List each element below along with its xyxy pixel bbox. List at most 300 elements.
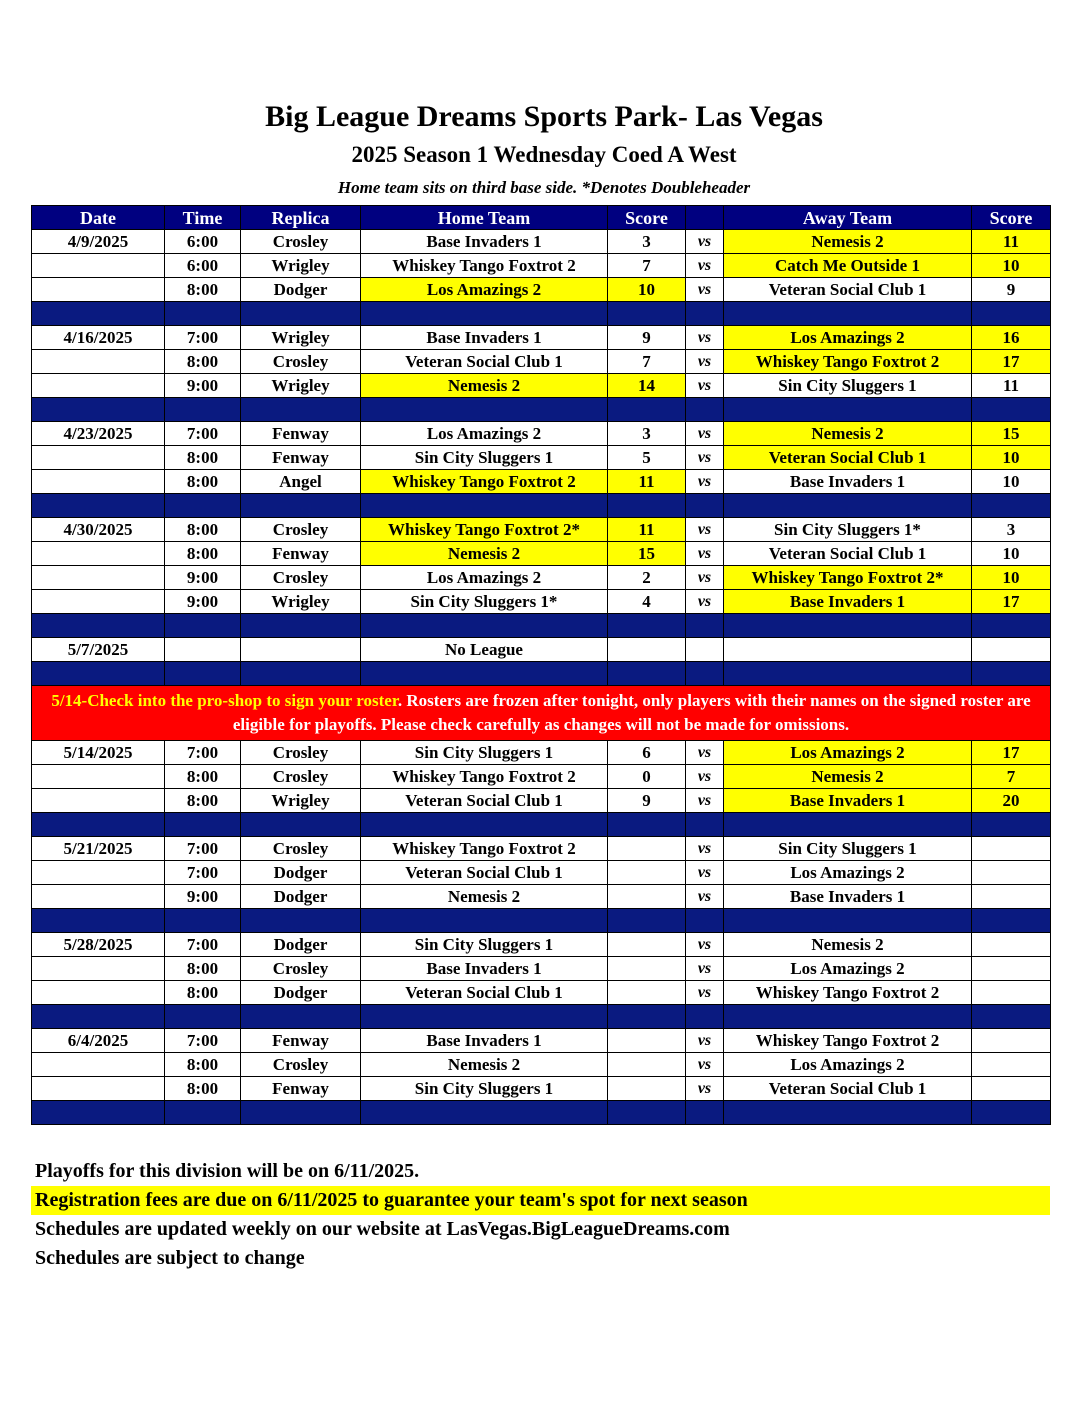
away-team: Nemesis 2 [724, 230, 972, 254]
separator-cell [32, 614, 165, 638]
game-date [32, 254, 165, 278]
field-name: Dodger [241, 933, 361, 957]
vs-label: vs [686, 470, 724, 494]
home-score: 10 [608, 278, 686, 302]
separator-cell [686, 662, 724, 686]
game-row [32, 350, 1051, 374]
game-time: 8:00 [165, 542, 241, 566]
away-team: Base Invaders 1 [724, 885, 972, 909]
vs-label: vs [686, 566, 724, 590]
game-time: 8:00 [165, 518, 241, 542]
game-date [32, 789, 165, 813]
game-time: 7:00 [165, 861, 241, 885]
week-separator-row [32, 398, 1051, 422]
away-score: 10 [972, 542, 1051, 566]
away-score [972, 837, 1051, 861]
away-score [972, 1077, 1051, 1101]
change-note: Schedules are subject to change [35, 1247, 305, 1269]
home-team: Sin City Sluggers 1* [361, 590, 608, 614]
field-name: Crosley [241, 765, 361, 789]
col-home-score-header: Score [608, 206, 686, 230]
notice-text: . Rosters are frozen after tonight, only players with their names on the signed roster are eligible for playoffs. Please check carefully as changes will not be made for omissions. [232, 691, 1031, 734]
home-team: Nemesis 2 [361, 542, 608, 566]
game-row [32, 885, 1051, 909]
field-name: Fenway [241, 422, 361, 446]
game-row [32, 1053, 1051, 1077]
home-team: Whiskey Tango Foxtrot 2 [361, 837, 608, 861]
separator-cell [608, 614, 686, 638]
home-score: 2 [608, 566, 686, 590]
away-team: Catch Me Outside 1 [724, 254, 972, 278]
separator-cell [608, 813, 686, 837]
game-row [32, 566, 1051, 590]
away-team: Sin City Sluggers 1 [724, 374, 972, 398]
separator-cell [724, 302, 972, 326]
separator-cell [972, 494, 1051, 518]
away-score [972, 957, 1051, 981]
home-score [608, 1029, 686, 1053]
game-row [32, 1077, 1051, 1101]
game-row [32, 861, 1051, 885]
away-score: 11 [972, 230, 1051, 254]
vs-label [686, 638, 724, 662]
away-team: Veteran Social Club 1 [724, 1077, 972, 1101]
separator-cell [165, 1101, 241, 1125]
separator-cell [165, 1005, 241, 1029]
week-separator-row [32, 302, 1051, 326]
away-score [972, 885, 1051, 909]
game-date: 5/28/2025 [32, 933, 165, 957]
game-time: 7:00 [165, 422, 241, 446]
game-row [32, 518, 1051, 542]
separator-cell [241, 1005, 361, 1029]
game-time: 7:00 [165, 837, 241, 861]
game-row [32, 933, 1051, 957]
away-score [972, 1029, 1051, 1053]
week-separator-row [32, 662, 1051, 686]
week-separator-row [32, 909, 1051, 933]
separator-cell [241, 494, 361, 518]
game-date [32, 374, 165, 398]
separator-cell [165, 662, 241, 686]
schedule-table [31, 205, 1051, 1125]
vs-label: vs [686, 254, 724, 278]
away-score: 10 [972, 470, 1051, 494]
separator-cell [608, 302, 686, 326]
away-score: 7 [972, 765, 1051, 789]
home-score [608, 1077, 686, 1101]
col-home-team-header: Home Team [361, 206, 608, 230]
home-score [608, 981, 686, 1005]
field-name [241, 638, 361, 662]
away-score: 3 [972, 518, 1051, 542]
separator-cell [32, 1005, 165, 1029]
home-score [608, 1053, 686, 1077]
game-date [32, 885, 165, 909]
home-team: Los Amazings 2 [361, 566, 608, 590]
field-name: Dodger [241, 981, 361, 1005]
separator-cell [361, 1101, 608, 1125]
separator-cell [165, 813, 241, 837]
separator-cell [972, 398, 1051, 422]
separator-cell [972, 1005, 1051, 1029]
home-score [608, 957, 686, 981]
home-team: Sin City Sluggers 1 [361, 446, 608, 470]
separator-cell [686, 909, 724, 933]
vs-label: vs [686, 374, 724, 398]
away-team: Veteran Social Club 1 [724, 446, 972, 470]
game-time: 6:00 [165, 230, 241, 254]
separator-cell [241, 1101, 361, 1125]
separator-cell [241, 909, 361, 933]
separator-cell [972, 1101, 1051, 1125]
away-score: 17 [972, 741, 1051, 765]
separator-cell [686, 614, 724, 638]
game-date [32, 590, 165, 614]
game-row [32, 638, 1051, 662]
away-team: Veteran Social Club 1 [724, 278, 972, 302]
away-score [972, 1053, 1051, 1077]
website-note: Schedules are updated weekly on our website at LasVegas.BigLeagueDreams.com [35, 1218, 730, 1240]
home-score: 0 [608, 765, 686, 789]
home-team: Los Amazings 2 [361, 278, 608, 302]
separator-cell [241, 398, 361, 422]
home-score: 3 [608, 422, 686, 446]
field-name: Angel [241, 470, 361, 494]
separator-cell [686, 813, 724, 837]
away-team: Los Amazings 2 [724, 326, 972, 350]
away-team: Veteran Social Club 1 [724, 542, 972, 566]
game-row [32, 789, 1051, 813]
separator-cell [608, 1005, 686, 1029]
field-name: Crosley [241, 350, 361, 374]
separator-cell [361, 398, 608, 422]
field-name: Fenway [241, 446, 361, 470]
separator-cell [608, 1101, 686, 1125]
playoffs-note: Playoffs for this division will be on 6/11/2025. [35, 1160, 420, 1182]
separator-cell [165, 494, 241, 518]
field-name: Wrigley [241, 374, 361, 398]
home-team: No League [361, 638, 608, 662]
game-row [32, 765, 1051, 789]
away-score [972, 861, 1051, 885]
away-score: 20 [972, 789, 1051, 813]
week-separator-row [32, 614, 1051, 638]
separator-cell [32, 1101, 165, 1125]
vs-label: vs [686, 1029, 724, 1053]
field-name: Crosley [241, 518, 361, 542]
field-name: Fenway [241, 542, 361, 566]
game-time: 7:00 [165, 326, 241, 350]
home-team: Base Invaders 1 [361, 230, 608, 254]
home-score: 14 [608, 374, 686, 398]
col-away-team-header: Away Team [724, 206, 972, 230]
field-name: Crosley [241, 837, 361, 861]
away-team: Nemesis 2 [724, 422, 972, 446]
home-score: 7 [608, 254, 686, 278]
game-row [32, 422, 1051, 446]
away-score: 10 [972, 566, 1051, 590]
field-name: Wrigley [241, 326, 361, 350]
game-date [32, 861, 165, 885]
separator-cell [165, 909, 241, 933]
game-row [32, 446, 1051, 470]
home-score [608, 933, 686, 957]
separator-cell [686, 1101, 724, 1125]
game-row [32, 957, 1051, 981]
home-score [608, 638, 686, 662]
game-time: 9:00 [165, 566, 241, 590]
home-score: 5 [608, 446, 686, 470]
game-time: 8:00 [165, 350, 241, 374]
vs-label: vs [686, 981, 724, 1005]
home-team: Veteran Social Club 1 [361, 981, 608, 1005]
away-score: 10 [972, 446, 1051, 470]
game-date [32, 350, 165, 374]
game-time: 9:00 [165, 885, 241, 909]
away-team: Whiskey Tango Foxtrot 2* [724, 566, 972, 590]
game-row [32, 230, 1051, 254]
field-name: Wrigley [241, 789, 361, 813]
away-score: 17 [972, 590, 1051, 614]
game-row [32, 326, 1051, 350]
schedule-note: Home team sits on third base side. *Denotes Doubleheader [337, 178, 751, 197]
game-row [32, 981, 1051, 1005]
separator-cell [724, 909, 972, 933]
field-name: Crosley [241, 1053, 361, 1077]
field-name: Dodger [241, 861, 361, 885]
week-separator-row [32, 494, 1051, 518]
vs-label: vs [686, 789, 724, 813]
game-time: 7:00 [165, 741, 241, 765]
game-time [165, 638, 241, 662]
away-team [724, 638, 972, 662]
home-score: 4 [608, 590, 686, 614]
game-time: 9:00 [165, 590, 241, 614]
col-date-header: Date [32, 206, 165, 230]
separator-cell [724, 1005, 972, 1029]
vs-label: vs [686, 885, 724, 909]
home-team: Los Amazings 2 [361, 422, 608, 446]
game-time: 8:00 [165, 278, 241, 302]
separator-cell [32, 813, 165, 837]
away-score [972, 981, 1051, 1005]
separator-cell [724, 614, 972, 638]
game-time: 8:00 [165, 1077, 241, 1101]
field-name: Dodger [241, 278, 361, 302]
away-score: 11 [972, 374, 1051, 398]
field-name: Dodger [241, 885, 361, 909]
game-row [32, 278, 1051, 302]
vs-label: vs [686, 1053, 724, 1077]
home-score: 6 [608, 741, 686, 765]
field-name: Crosley [241, 566, 361, 590]
vs-label: vs [686, 933, 724, 957]
away-team: Los Amazings 2 [724, 1053, 972, 1077]
game-row [32, 590, 1051, 614]
game-date: 4/23/2025 [32, 422, 165, 446]
page-title: Big League Dreams Sports Park- Las Vegas [265, 100, 823, 133]
game-date [32, 957, 165, 981]
separator-cell [241, 662, 361, 686]
vs-label: vs [686, 518, 724, 542]
game-row [32, 837, 1051, 861]
away-score: 17 [972, 350, 1051, 374]
home-team: Sin City Sluggers 1 [361, 933, 608, 957]
col-away-score-header: Score [972, 206, 1051, 230]
away-team: Whiskey Tango Foxtrot 2 [724, 981, 972, 1005]
away-team: Sin City Sluggers 1* [724, 518, 972, 542]
vs-label: vs [686, 446, 724, 470]
game-time: 8:00 [165, 470, 241, 494]
home-team: Sin City Sluggers 1 [361, 1077, 608, 1101]
roster-notice [32, 686, 1051, 741]
game-row [32, 470, 1051, 494]
game-time: 7:00 [165, 1029, 241, 1053]
game-date: 5/21/2025 [32, 837, 165, 861]
col-replica-header: Replica [241, 206, 361, 230]
game-time: 8:00 [165, 1053, 241, 1077]
game-row [32, 542, 1051, 566]
separator-cell [165, 614, 241, 638]
game-time: 6:00 [165, 254, 241, 278]
separator-cell [608, 494, 686, 518]
home-team: Whiskey Tango Foxtrot 2 [361, 765, 608, 789]
vs-label: vs [686, 326, 724, 350]
game-row [32, 741, 1051, 765]
away-team: Los Amazings 2 [724, 861, 972, 885]
separator-cell [32, 398, 165, 422]
away-team: Base Invaders 1 [724, 590, 972, 614]
notice-highlight: Check into the pro-shop to sign your roster [87, 691, 398, 710]
home-score: 3 [608, 230, 686, 254]
home-team: Veteran Social Club 1 [361, 861, 608, 885]
away-team: Base Invaders 1 [724, 789, 972, 813]
separator-cell [361, 302, 608, 326]
game-date: 4/16/2025 [32, 326, 165, 350]
home-score: 15 [608, 542, 686, 566]
separator-cell [724, 662, 972, 686]
vs-label: vs [686, 350, 724, 374]
week-separator-row [32, 1005, 1051, 1029]
away-score: 15 [972, 422, 1051, 446]
separator-cell [361, 614, 608, 638]
away-team: Los Amazings 2 [724, 957, 972, 981]
game-time: 9:00 [165, 374, 241, 398]
game-date: 5/14/2025 [32, 741, 165, 765]
away-team: Whiskey Tango Foxtrot 2 [724, 350, 972, 374]
separator-cell [165, 398, 241, 422]
separator-cell [686, 398, 724, 422]
away-team: Base Invaders 1 [724, 470, 972, 494]
notice-date: 5/14- [51, 691, 88, 710]
home-team: Nemesis 2 [361, 1053, 608, 1077]
away-team: Whiskey Tango Foxtrot 2 [724, 1029, 972, 1053]
home-team: Whiskey Tango Foxtrot 2 [361, 470, 608, 494]
table-header-row [32, 206, 1051, 230]
vs-label: vs [686, 1077, 724, 1101]
away-score: 9 [972, 278, 1051, 302]
week-separator-row [32, 813, 1051, 837]
separator-cell [724, 1101, 972, 1125]
separator-cell [972, 662, 1051, 686]
home-team: Whiskey Tango Foxtrot 2* [361, 518, 608, 542]
game-date: 4/9/2025 [32, 230, 165, 254]
separator-cell [608, 398, 686, 422]
vs-label: vs [686, 957, 724, 981]
vs-label: vs [686, 837, 724, 861]
away-team: Los Amazings 2 [724, 741, 972, 765]
vs-label: vs [686, 590, 724, 614]
field-name: Crosley [241, 741, 361, 765]
game-date [32, 446, 165, 470]
separator-cell [32, 662, 165, 686]
separator-cell [241, 614, 361, 638]
game-date [32, 278, 165, 302]
home-team: Veteran Social Club 1 [361, 789, 608, 813]
away-score [972, 638, 1051, 662]
game-date: 4/30/2025 [32, 518, 165, 542]
game-date [32, 470, 165, 494]
separator-cell [686, 302, 724, 326]
separator-cell [361, 1005, 608, 1029]
home-team: Veteran Social Club 1 [361, 350, 608, 374]
separator-cell [32, 909, 165, 933]
col-time-header: Time [165, 206, 241, 230]
field-name: Wrigley [241, 590, 361, 614]
home-team: Base Invaders 1 [361, 1029, 608, 1053]
separator-cell [972, 302, 1051, 326]
vs-label: vs [686, 741, 724, 765]
game-row [32, 1029, 1051, 1053]
field-name: Fenway [241, 1029, 361, 1053]
away-team: Nemesis 2 [724, 933, 972, 957]
home-score: 11 [608, 518, 686, 542]
separator-cell [32, 302, 165, 326]
separator-cell [724, 494, 972, 518]
field-name: Crosley [241, 957, 361, 981]
separator-cell [686, 494, 724, 518]
home-team: Base Invaders 1 [361, 326, 608, 350]
separator-cell [972, 909, 1051, 933]
game-row [32, 374, 1051, 398]
vs-label: vs [686, 861, 724, 885]
field-name: Crosley [241, 230, 361, 254]
game-date [32, 1053, 165, 1077]
home-score: 9 [608, 789, 686, 813]
game-date [32, 981, 165, 1005]
separator-cell [724, 398, 972, 422]
separator-cell [241, 302, 361, 326]
game-time: 8:00 [165, 981, 241, 1005]
home-team: Whiskey Tango Foxtrot 2 [361, 254, 608, 278]
schedule-subtitle: 2025 Season 1 Wednesday Coed A West [351, 142, 737, 167]
home-team: Base Invaders 1 [361, 957, 608, 981]
game-date [32, 542, 165, 566]
away-team: Nemesis 2 [724, 765, 972, 789]
separator-cell [972, 813, 1051, 837]
separator-cell [241, 813, 361, 837]
vs-label: vs [686, 542, 724, 566]
separator-cell [361, 813, 608, 837]
vs-label: vs [686, 230, 724, 254]
separator-cell [686, 1005, 724, 1029]
game-date [32, 765, 165, 789]
home-score: 11 [608, 470, 686, 494]
game-time: 8:00 [165, 789, 241, 813]
week-separator-row [32, 1101, 1051, 1125]
vs-label: vs [686, 765, 724, 789]
